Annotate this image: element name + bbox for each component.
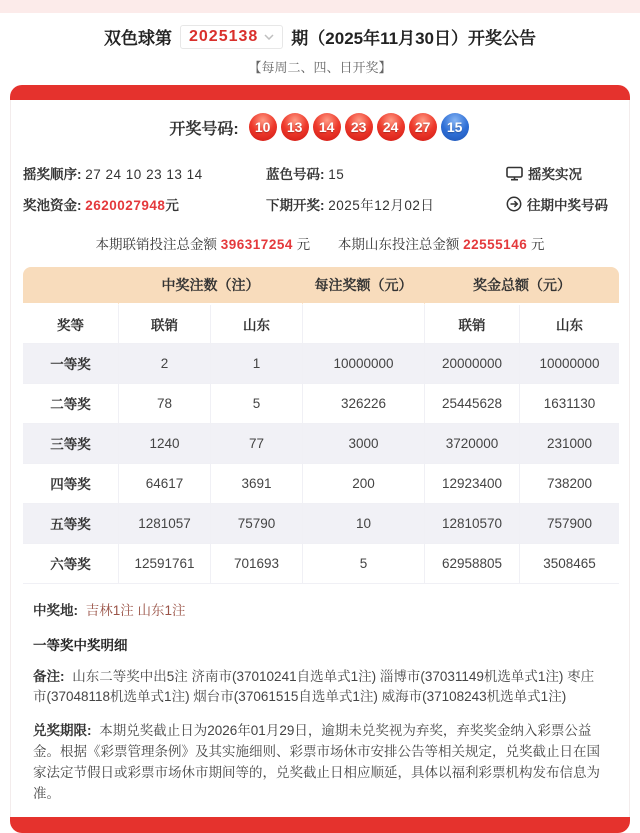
deadline-paragraph — [33, 721, 607, 805]
table-group-header-row — [23, 267, 619, 305]
winning-location-value: 吉林1注 山东1注 — [85, 602, 186, 618]
card-body — [10, 100, 630, 817]
cell: 77 — [211, 424, 303, 464]
next-draw-value: 2025年12月02日 — [328, 198, 435, 213]
card-top-red-bar — [10, 85, 630, 100]
blue-number-value: 15 — [328, 167, 345, 183]
title-suffix: 期（2025年11月30日）开奖公告 — [291, 29, 536, 48]
cell: 757900 — [520, 504, 619, 544]
shandong-sales-unit: 元 — [530, 236, 545, 252]
shandong-sales-label: 本期山东投注总金额 — [337, 236, 460, 252]
group-header-bets: 中奖注数（注） — [119, 267, 303, 305]
table-row — [23, 344, 619, 384]
live-draw-label: 摇奖实况 — [528, 167, 582, 182]
group-header-total: 奖金总额（元） — [425, 267, 619, 305]
cell: 64617 — [119, 464, 211, 504]
col-header-shandong2: 山东 — [520, 305, 619, 344]
blue-number-label: 蓝色号码: — [266, 167, 325, 183]
prize-level: 一等奖 — [23, 344, 119, 384]
prize-pool-label: 奖池资金: — [23, 198, 82, 213]
cell: 12591761 — [119, 544, 211, 584]
winning-numbers-label: 开奖号码: — [169, 120, 239, 138]
cell: 3508465 — [520, 544, 619, 584]
cell: 2 — [119, 344, 211, 384]
table-column-header-row — [23, 305, 619, 344]
red-ball: 13 — [281, 113, 309, 141]
cell: 20000000 — [425, 344, 520, 384]
cell: 1240 — [119, 424, 211, 464]
period-dropdown[interactable] — [180, 25, 283, 49]
prize-level: 二等奖 — [23, 384, 119, 424]
cell: 75790 — [211, 504, 303, 544]
cell: 1 — [211, 344, 303, 384]
remark-paragraph — [33, 667, 607, 709]
draw-info-grid — [23, 151, 617, 215]
red-ball: 23 — [345, 113, 373, 141]
winning-numbers-row — [23, 100, 617, 151]
cell: 326226 — [303, 384, 425, 424]
cell: 3000 — [303, 424, 425, 464]
cell: 5 — [303, 544, 425, 584]
cell: 62958805 — [425, 544, 520, 584]
red-ball: 27 — [409, 113, 437, 141]
remark-label: 备注: — [33, 668, 65, 684]
remark-text: 山东二等奖中出5注 济南市(37010241自选单式1注) 淄博市(37031149机选单式1注) 枣庄市(37048118机选单式1注) 烟台市(37061515自选单式1注) 威海市(37108243机选单式1注) — [33, 668, 595, 705]
next-draw-label: 下期开奖: — [266, 198, 325, 213]
blue-ball: 15 — [441, 113, 469, 141]
past-results-label: 往期中奖号码 — [527, 197, 608, 213]
group-header-empty — [23, 267, 119, 305]
cell: 12810570 — [425, 504, 520, 544]
sales-totals-line — [23, 225, 617, 255]
draw-order-value: 27 24 10 23 13 14 — [85, 167, 203, 183]
live-draw-link[interactable] — [506, 163, 582, 183]
chevron-down-icon — [264, 34, 274, 40]
prize-level: 三等奖 — [23, 424, 119, 464]
cell: 12923400 — [425, 464, 520, 504]
cell: 25445628 — [425, 384, 520, 424]
prize-table — [23, 267, 619, 584]
cell: 10000000 — [303, 344, 425, 384]
announcement-card — [10, 85, 630, 833]
monitor-icon — [506, 166, 523, 181]
cell: 3691 — [211, 464, 303, 504]
prize-pool-unit: 元 — [165, 198, 179, 213]
red-ball: 10 — [249, 113, 277, 141]
group-header-per-bet: 每注奖额（元） — [303, 267, 425, 305]
card-bottom-red-bar — [10, 817, 630, 833]
winning-location-label: 中奖地: — [33, 602, 78, 618]
cell: 10 — [303, 504, 425, 544]
national-sales-label: 本期联销投注总金额 — [95, 236, 217, 252]
table-row — [23, 424, 619, 464]
past-results-link[interactable] — [506, 194, 608, 214]
top-pink-strip — [0, 0, 640, 13]
national-sales-value: 396317254 — [220, 236, 293, 252]
col-header-shandong: 山东 — [211, 305, 303, 344]
red-ball: 14 — [313, 113, 341, 141]
cell: 738200 — [520, 464, 619, 504]
table-row — [23, 504, 619, 544]
prize-level: 五等奖 — [23, 504, 119, 544]
period-value: 2025138 — [189, 27, 259, 45]
winning-location-line — [33, 599, 607, 619]
shandong-sales-value: 22555146 — [463, 236, 528, 252]
cell: 5 — [211, 384, 303, 424]
circle-arrow-right-icon — [506, 196, 522, 212]
table-row — [23, 544, 619, 584]
table-row — [23, 464, 619, 504]
deadline-text: 本期兑奖截止日为2026年01月29日，逾期未兑奖视为弃奖，弃奖奖金纳入彩票公益金。根据《彩票管理条例》及其实施细则、彩票市场休市安排公告等相关规定，兑奖截止日在国家法定节假日或彩票市场休市期间等的，兑奖截止日相应顺延，具体以福利彩票机构发布信息为准。 — [33, 723, 600, 802]
national-sales-unit: 元 — [296, 236, 311, 252]
cell: 701693 — [211, 544, 303, 584]
prize-level: 四等奖 — [23, 464, 119, 504]
cell: 3720000 — [425, 424, 520, 464]
table-row — [23, 384, 619, 424]
cell: 10000000 — [520, 344, 619, 384]
draw-schedule-subtitle: 【每周二、四、日开奖】 — [248, 60, 392, 75]
col-header-empty — [303, 305, 425, 344]
col-header-national: 联销 — [119, 305, 211, 344]
footer-notes — [23, 599, 617, 806]
cell: 231000 — [520, 424, 619, 464]
cell: 1281057 — [119, 504, 211, 544]
col-header-national2: 联销 — [425, 305, 520, 344]
page-title — [0, 24, 640, 49]
red-ball: 24 — [377, 113, 405, 141]
draw-order-label: 摇奖顺序: — [23, 167, 82, 183]
title-prefix: 双色球第 — [104, 29, 172, 48]
first-prize-detail-title: 一等奖中奖明细 — [33, 637, 128, 653]
cell: 1631130 — [520, 384, 619, 424]
cell: 200 — [303, 464, 425, 504]
col-header-level: 奖等 — [23, 305, 119, 344]
prize-level: 六等奖 — [23, 544, 119, 584]
page-header — [0, 13, 640, 76]
prize-pool-value: 2620027948 — [85, 198, 166, 213]
cell: 78 — [119, 384, 211, 424]
deadline-label: 兑奖期限: — [33, 723, 92, 739]
